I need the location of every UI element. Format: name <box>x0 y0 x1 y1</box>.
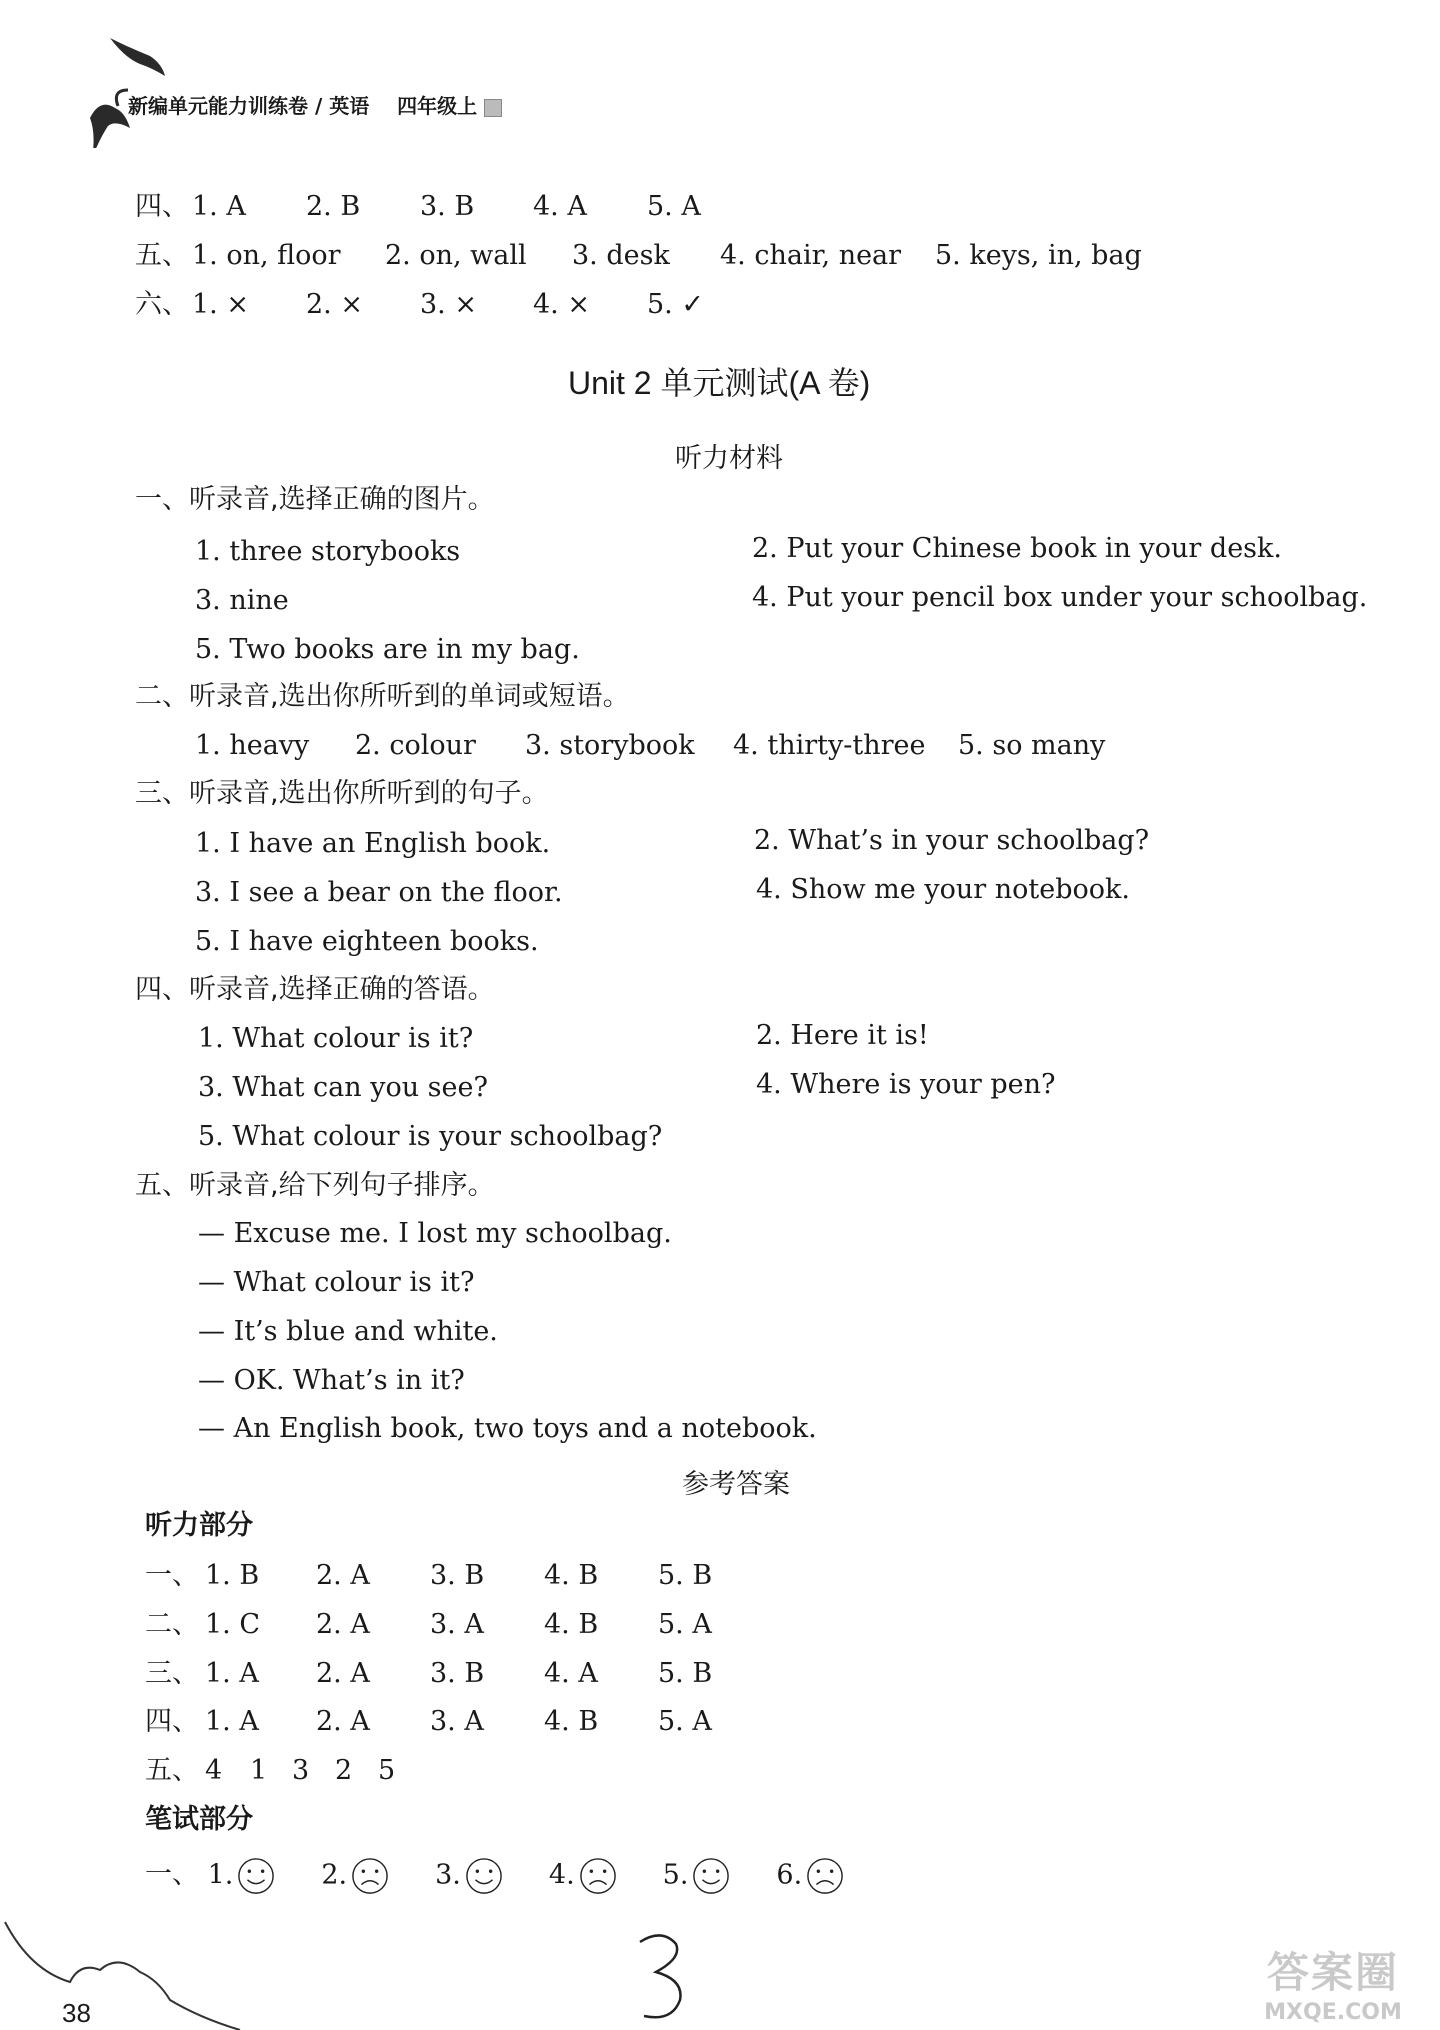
section-heading: 二、听录音,选出你所听到的单词或短语。 <box>135 681 630 712</box>
sad-face-icon <box>351 1857 389 1895</box>
written-answer-item <box>435 1857 503 1895</box>
written-answer-item <box>776 1857 844 1895</box>
answer-item: 4. B <box>544 1706 599 1737</box>
answer-row-label: 五、 <box>145 1755 199 1786</box>
answer-item: 5. B <box>658 1658 713 1689</box>
section-item: 4. Show me your notebook. <box>756 874 1130 905</box>
header-bar <box>128 90 502 119</box>
written-answer-item <box>208 1857 276 1895</box>
prev-answer: 1. A <box>192 191 246 222</box>
prev-row-label: 四、 <box>135 191 189 222</box>
unit-title: Unit 2 单元测试(A 卷) <box>568 365 871 401</box>
section-item: 2. colour <box>355 730 476 761</box>
watermark-logo: 答案圈 MXQE.COM <box>1264 1948 1402 2025</box>
sad-face-icon <box>579 1857 617 1895</box>
listening-part-heading: 听力部分 <box>145 1510 253 1541</box>
prev-answer: 4. A <box>533 191 587 222</box>
prev-answer: 2. B <box>306 191 361 222</box>
prev-answer: 2. × <box>306 289 363 320</box>
dialogue-line: — Excuse me. I lost my schoolbag. <box>198 1218 672 1249</box>
dialogue-line: — It’s blue and white. <box>198 1316 498 1347</box>
answer-row-label: 三、 <box>145 1658 199 1689</box>
written-answer-item <box>321 1857 389 1895</box>
section-item: 3. What can you see? <box>198 1072 488 1103</box>
answer-item: 5. B <box>658 1560 713 1591</box>
listening-material-title: 听力材料 <box>675 443 783 474</box>
section-item: 5. What colour is your schoolbag? <box>198 1121 663 1152</box>
smiley-face-icon <box>237 1857 275 1895</box>
answer-item: 2 <box>335 1755 353 1786</box>
dialogue-line: — What colour is it? <box>198 1267 475 1298</box>
written-answer-number: 2. <box>321 1859 348 1890</box>
section-heading: 三、听录音,选出你所听到的句子。 <box>135 778 549 809</box>
prev-answer: 5. ✓ <box>647 289 704 320</box>
prev-answer: 5. A <box>647 191 701 222</box>
section-item: 4. Put your pencil box under your schoolbag. <box>752 582 1368 613</box>
smiley-face-icon <box>692 1857 730 1895</box>
bird-logo-icon <box>70 28 180 148</box>
answer-item: 1 <box>250 1755 268 1786</box>
answer-item: 5 <box>378 1755 396 1786</box>
cloud-decoration <box>0 1910 260 2030</box>
section-item: 5. Two books are in my bag. <box>195 634 580 665</box>
page-number: 38 <box>62 1998 91 2028</box>
answer-item: 3. A <box>430 1706 484 1737</box>
section-item: 1. I have an English book. <box>195 828 551 859</box>
answer-item: 4. A <box>544 1658 598 1689</box>
written-answer-item <box>663 1857 731 1895</box>
prev-answer: 3. desk <box>572 240 670 271</box>
answer-item: 4. B <box>544 1560 599 1591</box>
answer-item: 1. C <box>205 1609 261 1640</box>
written-answer-number: 6. <box>776 1859 803 1890</box>
header-box-icon <box>484 99 502 117</box>
answer-item: 5. A <box>658 1706 712 1737</box>
section-item: 2. Put your Chinese book in your desk. <box>752 533 1282 564</box>
smiley-face-icon <box>465 1857 503 1895</box>
prev-row-label: 五、 <box>135 240 189 271</box>
answer-key-title: 参考答案 <box>682 1469 790 1500</box>
header-subject: 英语 <box>329 94 370 118</box>
written-answer-item <box>549 1857 617 1895</box>
section-item: 2. What’s in your schoolbag? <box>754 825 1150 856</box>
answer-item: 3. A <box>430 1609 484 1640</box>
written-answer-number: 5. <box>662 1859 689 1890</box>
prev-answer: 4. chair, near <box>720 240 902 271</box>
written-answers <box>145 1852 890 1895</box>
section-item: 5. I have eighteen books. <box>195 926 539 957</box>
header-book-title: 新编单元能力训练卷 <box>128 94 308 118</box>
section-item: 1. heavy <box>195 730 310 761</box>
answer-item: 1. A <box>205 1706 259 1737</box>
written-row-label: 一、 <box>145 1859 199 1890</box>
prev-answer: 3. × <box>420 289 477 320</box>
dialogue-line: — An English book, two toys and a notebook. <box>198 1413 817 1444</box>
prev-answer: 1. × <box>192 289 249 320</box>
written-answer-number: 4. <box>548 1859 575 1890</box>
section-item: 3. storybook <box>525 730 695 761</box>
written-part-heading: 笔试部分 <box>145 1804 253 1835</box>
answer-item: 2. A <box>316 1560 370 1591</box>
answer-item: 2. A <box>316 1706 370 1737</box>
answer-item: 1. B <box>205 1560 260 1591</box>
section-item: 3. nine <box>195 585 289 616</box>
prev-row-label: 六、 <box>135 289 189 320</box>
written-answer-number: 1. <box>207 1859 234 1890</box>
answer-row-label: 二、 <box>145 1609 199 1640</box>
answer-item: 3 <box>292 1755 310 1786</box>
sad-face-icon <box>806 1857 844 1895</box>
prev-answer: 4. × <box>533 289 590 320</box>
section-item: 2. Here it is! <box>756 1020 929 1051</box>
prev-answer: 5. keys, in, bag <box>935 240 1142 271</box>
prev-answer: 1. on, floor <box>192 240 341 271</box>
written-answer-number: 3. <box>435 1859 461 1890</box>
section-item: 1. What colour is it? <box>198 1023 474 1054</box>
prev-answer: 2. on, wall <box>385 240 527 271</box>
header-grade: 四年级上 <box>397 94 478 118</box>
answer-item: 4 <box>205 1755 223 1786</box>
section-heading: 五、听录音,给下列句子排序。 <box>135 1170 495 1201</box>
dialogue-line: — OK. What’s in it? <box>198 1365 465 1396</box>
section-item: 3. I see a bear on the floor. <box>195 877 563 908</box>
answer-item: 4. B <box>544 1609 599 1640</box>
answer-item: 5. A <box>658 1609 712 1640</box>
section-heading: 四、听录音,选择正确的答语。 <box>135 974 495 1005</box>
prev-answer: 3. B <box>420 191 475 222</box>
answer-item: 3. B <box>430 1560 485 1591</box>
header-separator: / <box>314 94 323 118</box>
section-heading: 一、听录音,选择正确的图片。 <box>135 484 495 515</box>
answer-item: 2. A <box>316 1658 370 1689</box>
answer-item: 3. B <box>430 1658 485 1689</box>
answer-row-label: 四、 <box>145 1706 199 1737</box>
answer-row-label: 一、 <box>145 1560 199 1591</box>
answer-item: 2. A <box>316 1609 370 1640</box>
section-item: 5. so many <box>958 730 1106 761</box>
section-item: 4. thirty-three <box>733 730 926 761</box>
handwritten-mark <box>632 1930 692 2025</box>
answer-item: 1. A <box>205 1658 259 1689</box>
section-item: 4. Where is your pen? <box>756 1069 1056 1100</box>
section-item: 1. three storybooks <box>195 536 461 567</box>
